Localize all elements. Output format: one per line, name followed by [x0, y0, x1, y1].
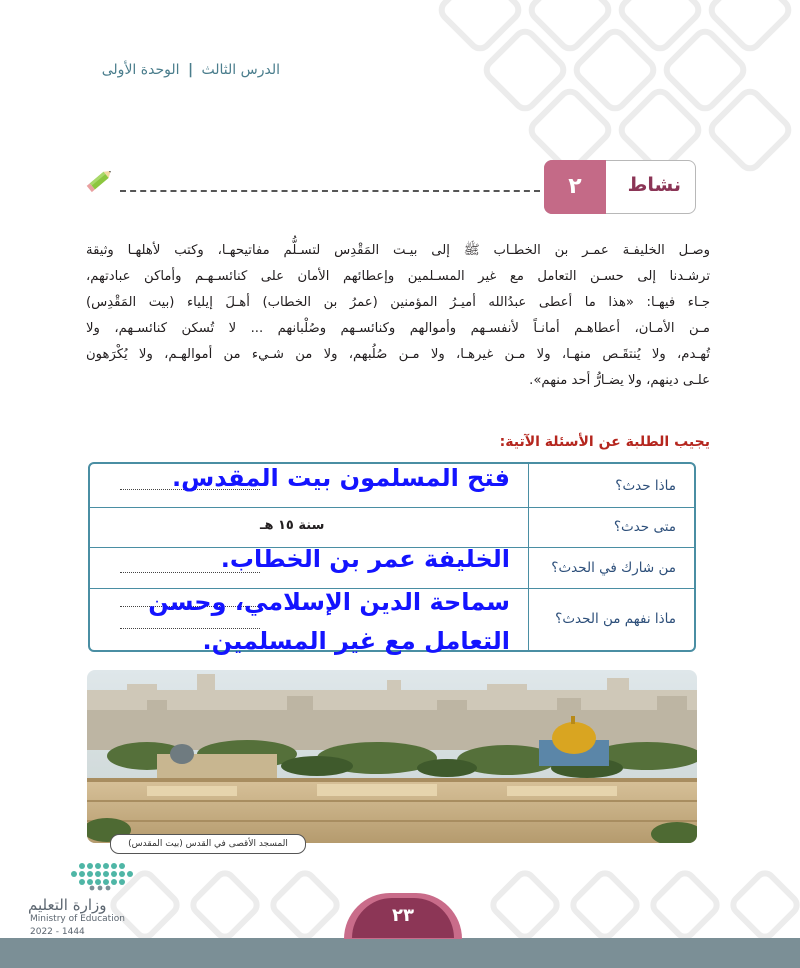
questions-title: يجيب الطلبة عن الأسئلة الآتية:: [499, 434, 710, 450]
activity-label: نشاط: [627, 174, 681, 196]
paragraph-line: جـاء فيهـا: «هذا ما أعطى عبدُالله أميـرُ المؤمنين (عمرُ بن الخطاب) أهـلَ إيلياء (بيت المَقْدِس): [86, 295, 710, 310]
table-row: [90, 507, 694, 548]
paragraph-line: مـن الأمـان، أعطاهـم أمانـاً لأنفسـهم وأموالهم وكنائسـهم وصُلْبانهم ... لا تُسكن كنائسـهم، ولا: [86, 321, 710, 336]
ministry-name-ar: وزارة التعليم: [28, 896, 107, 914]
activity-header: [544, 160, 696, 214]
header-lesson: الدرس الثالث: [201, 62, 280, 78]
answer-cell[interactable]: [90, 507, 528, 547]
activity-divider: [120, 190, 540, 192]
printed-answer: سنة ١٥ هـ: [260, 518, 325, 533]
header-unit: الوحدة الأولى: [101, 62, 180, 78]
photo-caption: المسجد الأقصى في القدس (بيت المقدس): [110, 834, 306, 854]
question-cell: ماذا نفهم من الحدث؟: [528, 588, 694, 650]
handwritten-answer-3: الخليفة عمر بن الخطاب.: [220, 545, 510, 573]
story-paragraph: [86, 238, 710, 394]
activity-number: ٢: [544, 160, 606, 214]
paragraph-line: وصـل الخليفـة عمـر بن الخطـاب ﷺ إلى بيـت المَقْدِس لتسـلُّم مفاتيحهـا، وكتب لأهلهـا وثيقة: [86, 243, 710, 258]
handwritten-answer-4a: سماحة الدين الإسلامي، وحسن: [148, 588, 510, 616]
jerusalem-photo: [87, 670, 697, 843]
paragraph-line: علـى دينهم، ولا يضـارُّ أحد منهم».: [529, 373, 710, 388]
question-cell: متى حدث؟: [528, 507, 694, 547]
paragraph-line: تُهـدم، ولا يُنتقَـص منهـا، ولا مـن غيرهـا، ولا مـن صُلُبهم، ولا من شـيء من أموالهـم، ولا يُكْرَهون: [86, 347, 710, 362]
edition-year: 2022 - 1444: [30, 927, 85, 937]
paragraph-line: ترشـدنا إلى حسـن التعامل مع غير المسـلمين وإعطائهم الأمان على كنائسـهـم وأماكن عبادتهم،: [86, 269, 710, 284]
header-separator: |: [187, 62, 194, 78]
page-number: ٢٣: [352, 898, 454, 938]
question-cell: ماذا حدث؟: [528, 464, 694, 507]
footer-bar: [0, 938, 800, 968]
pencil-icon: [84, 164, 116, 196]
handwritten-answer-4b: التعامل مع غير المسلمين.: [202, 627, 510, 655]
handwritten-answer-1: فتح المسلمون بيت المقدس.: [172, 464, 510, 492]
ministry-name-en: Ministry of Education: [30, 914, 125, 924]
question-cell: من شارك في الحدث؟: [528, 547, 694, 588]
page-header: [80, 62, 280, 78]
